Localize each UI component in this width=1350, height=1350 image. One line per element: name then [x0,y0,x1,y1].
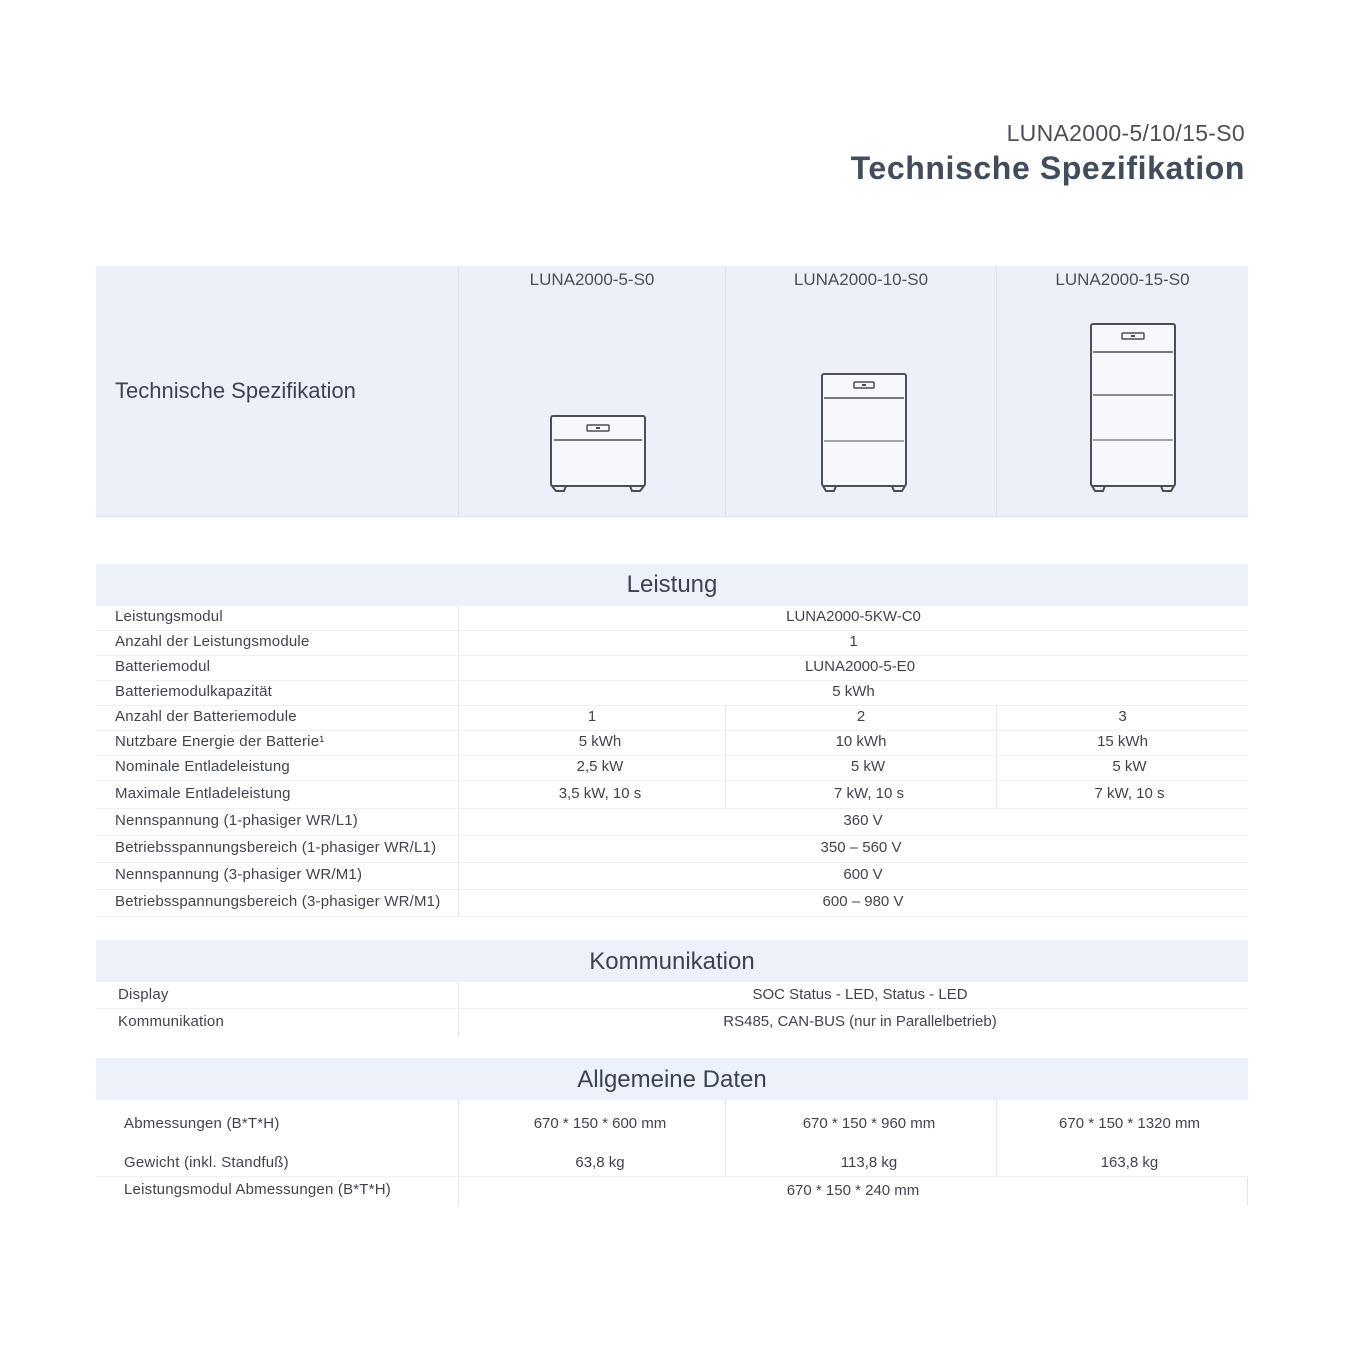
row-label-display: Display [118,986,169,1003]
row-value-10: 7 kW, 10 s [833,785,905,802]
row-label-batteriemodulkapazitaet: Batteriemodulkapazität [115,683,272,700]
battery-10-illustration [816,370,912,494]
row-value-10: 113,8 kg [840,1154,898,1171]
row-value-15: 670 * 150 * 1320 mm [1059,1115,1200,1132]
row-label-nominale-entladeleistung: Nominale Entladeleistung [115,758,290,775]
row-label-betriebsspannung-1ph: Betriebsspannungsbereich (1-phasiger WR/L1) [115,839,437,856]
row-value-leistungsmodul: LUNA2000-5KW-C0 [786,608,921,625]
row-value-nennspannung-3ph: 600 V [843,866,883,883]
row-separator [96,835,1248,836]
row-separator [96,889,1248,890]
row-separator [96,755,1248,756]
row-value-5: 5 kWh [578,733,622,750]
row-label-betriebsspannung-3ph: Betriebsspannungsbereich (3-phasiger WR/M1) [115,893,441,910]
row-label-leistungsmodul: Leistungsmodul [115,608,223,625]
overview-divider [725,266,726,516]
row-value-5: 2,5 kW [576,758,624,775]
document-subtitle: LUNA2000-5/10/15-S0 [1006,120,1245,146]
row-value-display: SOC Status - LED, Status - LED [752,986,968,1003]
row-label-maximale-entladeleistung: Maximale Entladeleistung [115,785,291,802]
row-separator [96,655,1248,656]
row-value-5: 3,5 kW, 10 s [558,785,642,802]
row-label-gewicht: Gewicht (inkl. Standfuß) [124,1154,289,1171]
model-name-5: LUNA2000-5-S0 [529,270,655,289]
row-label-abmessungen: Abmessungen (B*T*H) [124,1115,280,1132]
section-header-kommunikation: Kommunikation [96,940,1248,982]
row-label-anzahl-leistungsmodule: Anzahl der Leistungsmodule [115,633,310,650]
document-title: Technische Spezifikation [850,150,1245,186]
row-value-betriebsspannung-1ph: 350 – 560 V [820,839,902,856]
row-separator [96,862,1248,863]
model-name-15: LUNA2000-15-S0 [1055,270,1190,289]
row-value-15: 163,8 kg [1100,1154,1159,1171]
row-separator [96,705,1248,706]
model-name-10: LUNA2000-10-S0 [793,270,929,289]
row-label-batteriemodul: Batteriemodul [115,658,211,675]
row-label-anzahl-batteriemodule: Anzahl der Batteriemodule [115,708,297,725]
row-value-5: 63,8 kg [575,1154,625,1171]
row-label-nennspannung-1ph: Nennspannung (1-phasiger WR/L1) [115,812,358,829]
column-divider [1247,1176,1248,1206]
row-value-15: 7 kW, 10 s [1094,785,1165,802]
row-value-15: 5 kW [1112,758,1147,775]
row-value-15: 15 kWh [1097,733,1148,750]
row-separator [96,630,1248,631]
battery-5-illustration [546,412,650,494]
row-value-5: 1 [587,708,597,725]
row-value-batteriemodulkapazitaet: 5 kWh [832,683,875,700]
row-label-nutzbare-energie: Nutzbare Energie der Batterie¹ [115,733,325,750]
row-value-kommunikation: RS485, CAN-BUS (nur in Parallelbetrieb) [723,1013,997,1030]
row-label-nennspannung-3ph: Nennspannung (3-phasiger WR/M1) [115,866,363,883]
battery-15-illustration [1085,320,1181,494]
row-value-10: 2 [856,708,866,725]
row-value-leistungsmodul-abmessungen: 670 * 150 * 240 mm [786,1182,920,1199]
row-label-leistungsmodul-abmessungen: Leistungsmodul Abmessungen (B*T*H) [124,1181,391,1198]
row-label-kommunikation: Kommunikation [118,1013,224,1030]
section-header-allgemeine-daten: Allgemeine Daten [96,1058,1248,1100]
row-separator [96,1008,1248,1009]
overview-divider [996,266,997,516]
row-separator [96,780,1248,781]
section-header-leistung: Leistung [96,564,1248,606]
row-separator [96,808,1248,809]
row-separator [96,916,1248,917]
overview-label: Technische Spezifikation [115,378,356,403]
row-value-10: 5 kW [850,758,886,775]
row-value-10: 670 * 150 * 960 mm [802,1115,936,1132]
row-value-10: 10 kWh [835,733,887,750]
row-separator [96,1176,1248,1177]
row-separator [96,680,1248,681]
row-value-nennspannung-1ph: 360 V [843,812,883,829]
row-value-5: 670 * 150 * 600 mm [533,1115,667,1132]
overview-divider [458,266,459,516]
row-value-15: 3 [1118,708,1127,725]
row-value-betriebsspannung-3ph: 600 – 980 V [822,893,904,910]
row-value-batteriemodul: LUNA2000-5-E0 [804,658,916,675]
row-separator [96,730,1248,731]
row-value-anzahl-leistungsmodule: 1 [849,633,858,650]
